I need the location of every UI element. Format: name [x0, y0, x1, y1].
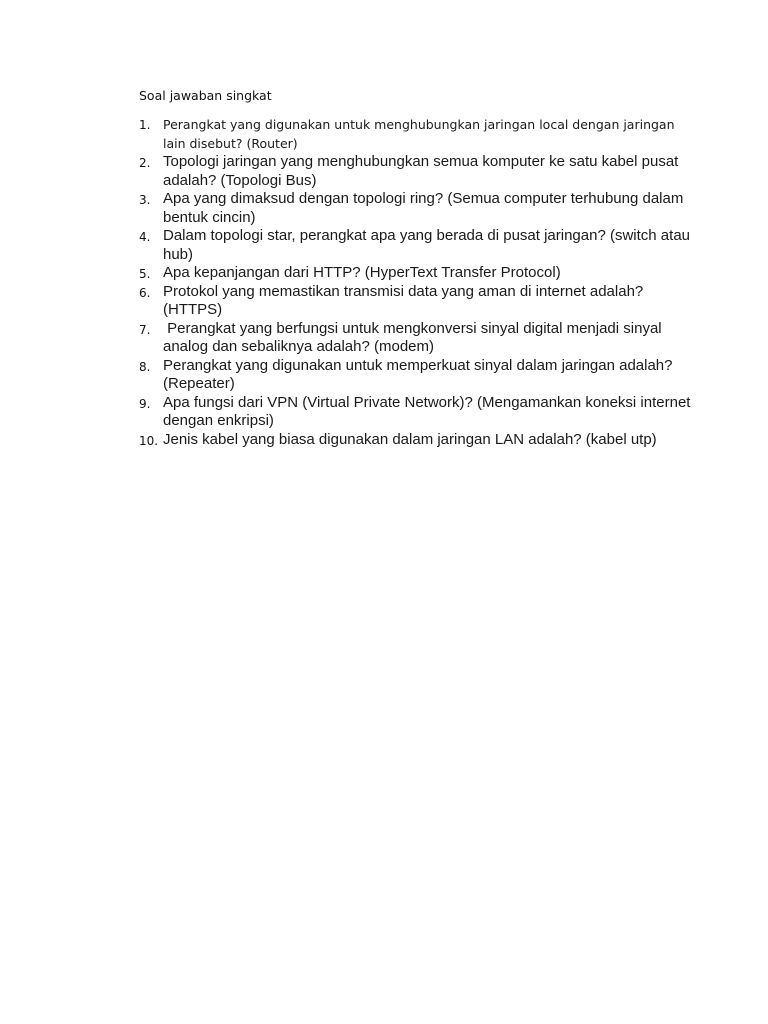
question-text: Protokol yang memastikan transmisi data yang aman di internet adalah? (HTTPS) — [163, 282, 644, 318]
question-text: Apa yang dimaksud dengan topologi ring? (Semua computer terhubung dalam bentuk cincin) — [163, 190, 684, 226]
question-list — [139, 116, 699, 449]
question-text: Topologi jaringan yang menghubungkan semua komputer ke satu kabel pusat adalah? (Topologi Bus) — [163, 153, 679, 189]
question-item — [139, 153, 699, 190]
question-item — [139, 227, 699, 264]
question-item — [139, 357, 699, 394]
question-item — [139, 394, 699, 431]
question-number: 10. — [139, 433, 159, 448]
document-heading: Soal jawaban singkat — [139, 88, 272, 103]
question-text: Perangkat yang berfungsi untuk mengkonversi sinyal digital menjadi sinyal analog dan sebaliknya adalah? (modem) — [163, 319, 666, 355]
question-item — [139, 190, 699, 227]
question-number: 2. — [139, 156, 151, 170]
question-number: 5. — [139, 267, 151, 281]
question-item — [139, 283, 699, 320]
question-number: 8. — [139, 359, 151, 374]
question-number: 3. — [139, 193, 151, 207]
question-item — [139, 431, 699, 450]
question-text: Dalam topologi star, perangkat apa yang berada di pusat jaringan? (switch atau hub) — [163, 227, 690, 263]
question-item — [139, 320, 699, 357]
question-text: Apa kepanjangan dari HTTP? (HyperText Transfer Protocol) — [163, 264, 561, 281]
question-text: Perangkat yang digunakan untuk memperkuat sinyal dalam jaringan adalah? (Repeater) — [163, 356, 673, 392]
question-text: Apa fungsi dari VPN (Virtual Private Network)? (Mengamankan koneksi internet dengan enkripsi) — [163, 393, 691, 429]
question-number: 7. — [139, 322, 151, 337]
question-number: 1. — [139, 118, 151, 132]
question-item — [139, 264, 699, 283]
question-text: Jenis kabel yang biasa digunakan dalam jaringan LAN adalah? (kabel utp) — [163, 430, 657, 448]
question-number: 9. — [139, 396, 151, 411]
question-text: Perangkat yang digunakan untuk menghubungkan jaringan local dengan jaringan lain disebut? (Router) — [163, 117, 675, 151]
question-item — [139, 116, 699, 153]
question-number: 4. — [139, 230, 151, 244]
question-number: 6. — [139, 285, 151, 300]
